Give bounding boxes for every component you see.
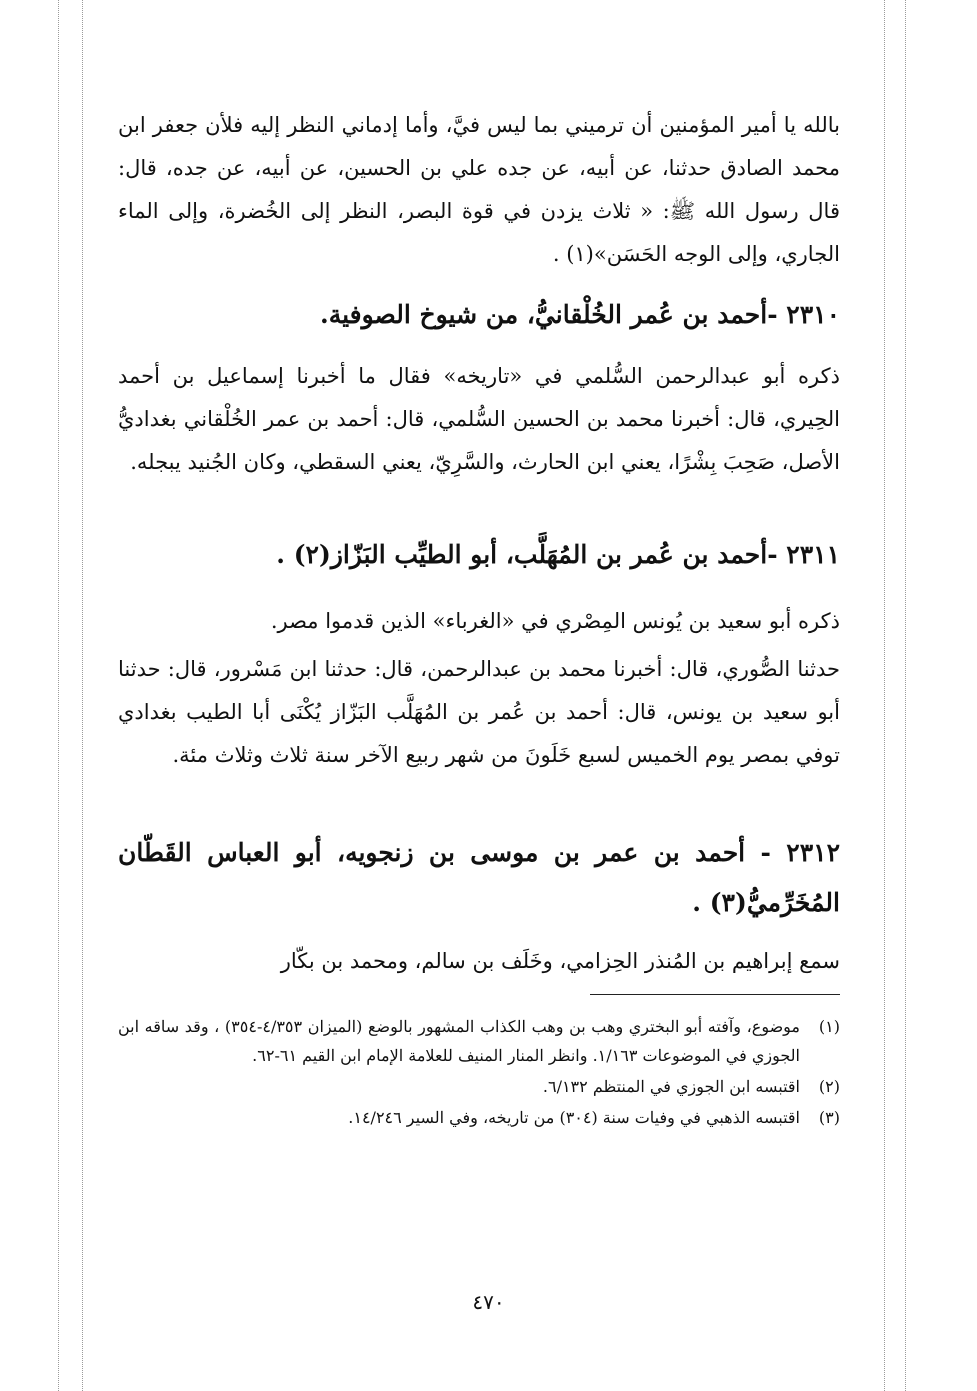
footnote-number: (١): [818, 1017, 840, 1036]
entry-body-2311-isnad: حدثنا الصُّوري، قال: أخبرنا محمد بن عبدالرحمن، قال: حدثنا ابن مَسْرور، قال: حدثنا أبو سعيد بن يونس، قال: أحمد بن عُمر بن المُهَلَّب البَزّاز يُكْنَى أبا الطيب بغدادي توفي بمصر يوم الخميس لسبع خَلَونَ من شهر ربيع الآخر سنة ثلاث وثلاث مئة.: [118, 657, 840, 767]
footnote-2: [118, 1072, 840, 1101]
footnote-separator: [590, 994, 840, 995]
entry-heading-2312: ٢٣١٢ - أحمد بن عمر بن موسى بن زنجويه، أبو العباس القَطّان المُخَرِّميُّ(٣) .: [118, 838, 840, 917]
entry-body-2310: ذكره أبو عبدالرحمن السُّلمي في «تاريخه» فقال ما أخبرنا إسماعيل بن أحمد الحِيري، قال: أخبرنا محمد بن الحسين السُّلمي، قال: أحمد بن عمر الخُلْقاني بغداديُّ الأصل، صَحِبَ بِشْرًا، يعني ابن الحارث، والسَّرِيّ، يعني السقطي، وكان الجُنيد يبجله.: [118, 364, 840, 474]
entry-body-2311-intro: ذكره أبو سعيد بن يُونس المِصْري في «الغرباء» الذين قدموا مصر.: [270, 609, 840, 633]
footnote-number: (٢): [818, 1077, 840, 1096]
footnote-text: اقتبسه ابن الجوزي في المنتظم ٦/١٣٢.: [542, 1077, 800, 1096]
footnote-1: [118, 1012, 840, 1070]
footnote-number: (٣): [818, 1108, 840, 1127]
entry-body-2312: سمع إبراهيم بن المُنذر الحِزامي، وخَلَف بن سالم، ومحمد بن بكّار: [280, 949, 840, 973]
scan-guide-line: [82, 0, 83, 1391]
scan-guide-line: [905, 0, 906, 1391]
scan-guide-line: [58, 0, 59, 1391]
footnote-text: اقتبسه الذهبي في وفيات سنة (٣٠٤) من تاريخه، وفي السير ١٤/٢٤٦.: [348, 1108, 800, 1127]
entry-heading-2311: ٢٣١١ -أحمد بن عُمر بن المُهَلَّب، أبو الطيِّب البَزّاز(٢) .: [276, 540, 840, 569]
scan-guide-line: [884, 0, 885, 1391]
footnote-text: موضوع، وآفته أبو البختري وهب بن وهب الكذاب المشهور بالوضع (الميزان ٤/٣٥٣-٣٥٤) ، وقد ساقه ابن الجوزي في الموضوعات ١/١٦٣. وانظر المنار المنيف للعلامة الإمام ابن القيم ٦١-٦٢.: [118, 1017, 801, 1065]
footnotes: [118, 1012, 840, 1134]
paragraph-continuation: بالله يا أمير المؤمنين أن ترميني بما ليس فيَّ، وأما إدماني النظر إليه فلأن جعفر ابن محمد الصادق حدثنا، عن أبيه، عن جده علي بن الحسين، عن أبيه، عن جده، قال: قال رسول الله ﷺ: « ثلاث يزدن في قوة البصر، النظر إلى الخُضرة، وإلى الماء الجاري، وإلى الوجه الحَسَن»(١) .: [118, 113, 840, 266]
entry-heading-2310: ٢٣١٠ -أحمد بن عُمر الخُلْقانيُّ، من شيوخ الصوفية.: [320, 300, 840, 329]
footnote-3: [118, 1103, 840, 1132]
page-number: ٤٧٠: [472, 1290, 505, 1314]
